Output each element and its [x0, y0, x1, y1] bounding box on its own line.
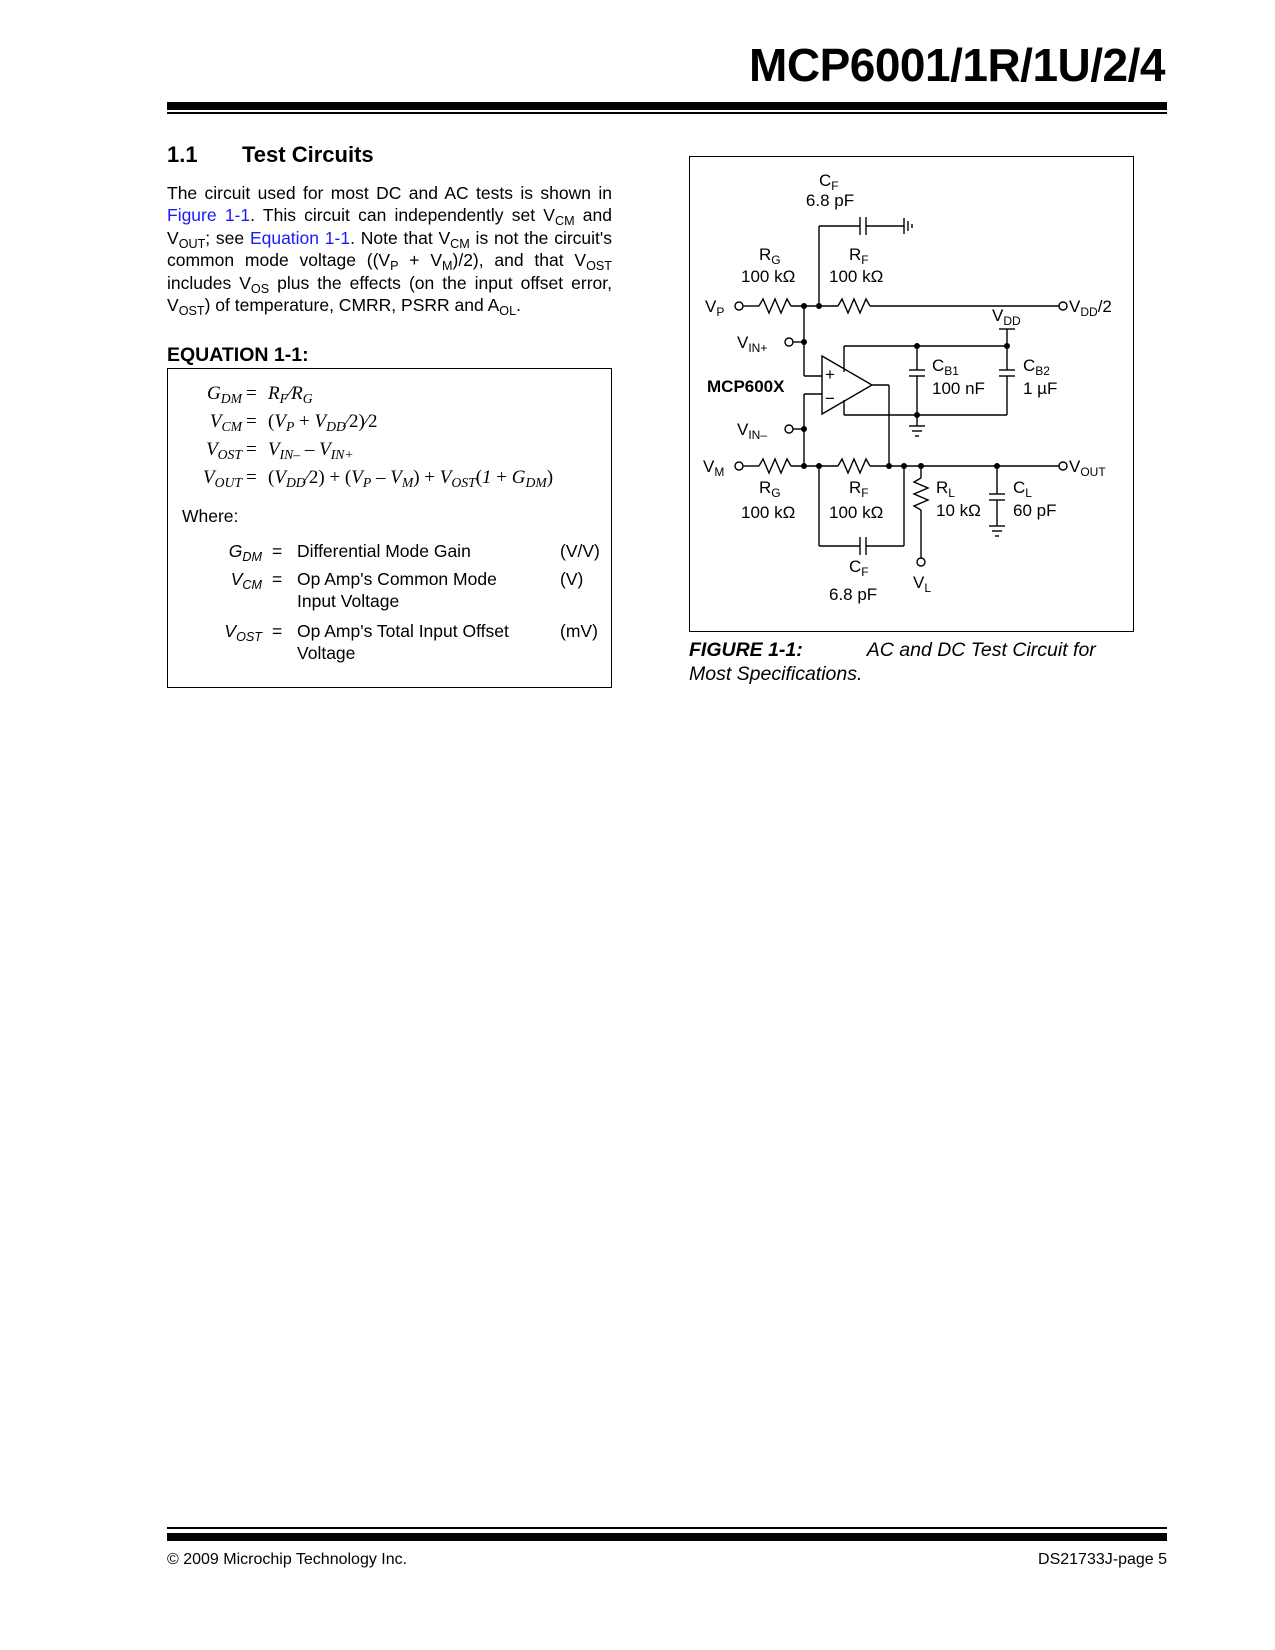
vp-label: $V_P$: [705, 297, 725, 319]
equation-label: EQUATION 1-1:: [167, 344, 309, 366]
test-circuit-schematic: [689, 156, 1134, 632]
figure-link[interactable]: Figure 1-1: [167, 205, 251, 226]
section-paragraph: The circuit used for most DC and AC tests is shown in Figure 1-1. This circuit can independently set $V_{CM}$ and $V_{OUT}$; see Equation 1-1. Note that $V_{CM}$ is not the circuit's common mode voltage $((V_P + V_M)/2)$, and that $V_{OST}$ includes $V_{OS}$ plus the effects (on the input offset error, $V_{OST}$) of temperature, CMRR, PSRR and $A_{OL}$.: [167, 183, 612, 318]
footer-page-number: DS21733J-page 5: [1038, 1551, 1167, 1568]
cb1-label: $C_{B1}$: [932, 356, 959, 378]
header-rule-thin: [167, 112, 1167, 114]
cf-bottom-label: $C_F$: [849, 557, 869, 579]
section-number: 1.1: [167, 142, 198, 167]
section-title: Test Circuits: [242, 142, 374, 167]
opamp-label: MCP600X: [707, 377, 785, 396]
cb1-value: 100 nF: [932, 379, 985, 398]
cb2-value: 1 µF: [1023, 379, 1058, 398]
cl-label: $C_L$: [1013, 478, 1032, 500]
footer-copyright: © 2009 Microchip Technology Inc.: [167, 1551, 408, 1568]
equation-link[interactable]: Equation 1-1: [249, 227, 351, 248]
definition-gdm: $G_{DM}$ = Differential Mode Gain (V/V): [228, 541, 600, 564]
equation-box: $G_{DM}$ = $R_F⁄R_G$ $V_{CM}$ = ($V_P$ + $V_{DD}⁄2)⁄2$ $V_{OST}$ = $V_{IN-} - V_{IN+}$ $V_{OUT}$ = $(V_{DD}⁄2) + (V_P - V_M) + V_{OST}(1 + G_{DM})$: [167, 368, 612, 688]
rg-bottom-value: 100 kΩ: [741, 503, 796, 522]
rl-value: 10 kΩ: [936, 501, 981, 520]
definition-vcm: $V_{CM}$ = Op Amp's Common Mode Input Voltage (V): [230, 569, 584, 611]
definition-vost: $V_{OST}$ = Op Amp's Total Input Offset Voltage (mV): [224, 621, 598, 663]
vdd2-label: $V_{DD}/2$: [1069, 297, 1112, 319]
figure-caption: FIGURE 1-1: AC and DC Test Circuit for Most Specifications.: [689, 639, 1096, 685]
vout-label: $V_{OUT}$: [1069, 457, 1106, 479]
opamp-minus: −: [825, 389, 835, 408]
cf-top-label: $C_F$: [819, 171, 839, 193]
rf-top-value: 100 kΩ: [829, 267, 884, 286]
rg-bottom-label: $R_G$: [759, 478, 781, 500]
cf-bottom-value: 6.8 pF: [829, 585, 878, 604]
header-rule-thick: [167, 102, 1167, 110]
vl-label: $V_L$: [913, 573, 932, 595]
rf-bottom-value: 100 kΩ: [829, 503, 884, 522]
vdd-label: $V_{DD}$: [992, 306, 1021, 328]
footer-rule-thin: [167, 1527, 1167, 1529]
rg-top-label: $R_G$: [759, 245, 781, 267]
rl-label: $R_L$: [936, 478, 955, 500]
cl-value: 60 pF: [1013, 501, 1057, 520]
rg-top-value: 100 kΩ: [741, 267, 796, 286]
rf-top-label: $R_F$: [849, 245, 869, 267]
document-title: MCP6001/1R/1U/2/4: [749, 39, 1165, 91]
opamp-plus: +: [825, 365, 835, 384]
where-label: Where:: [182, 506, 239, 526]
vin-minus-label: $V_{IN-}$: [737, 420, 768, 442]
footer-rule-thick: [167, 1533, 1167, 1541]
rf-bottom-label: $R_F$: [849, 478, 869, 500]
cf-top-value: 6.8 pF: [805, 191, 855, 210]
vm-label: $V_M$: [703, 457, 725, 479]
vin-plus-label: $V_{IN+}$: [737, 333, 768, 355]
cb2-label: $C_{B2}$: [1023, 356, 1050, 378]
